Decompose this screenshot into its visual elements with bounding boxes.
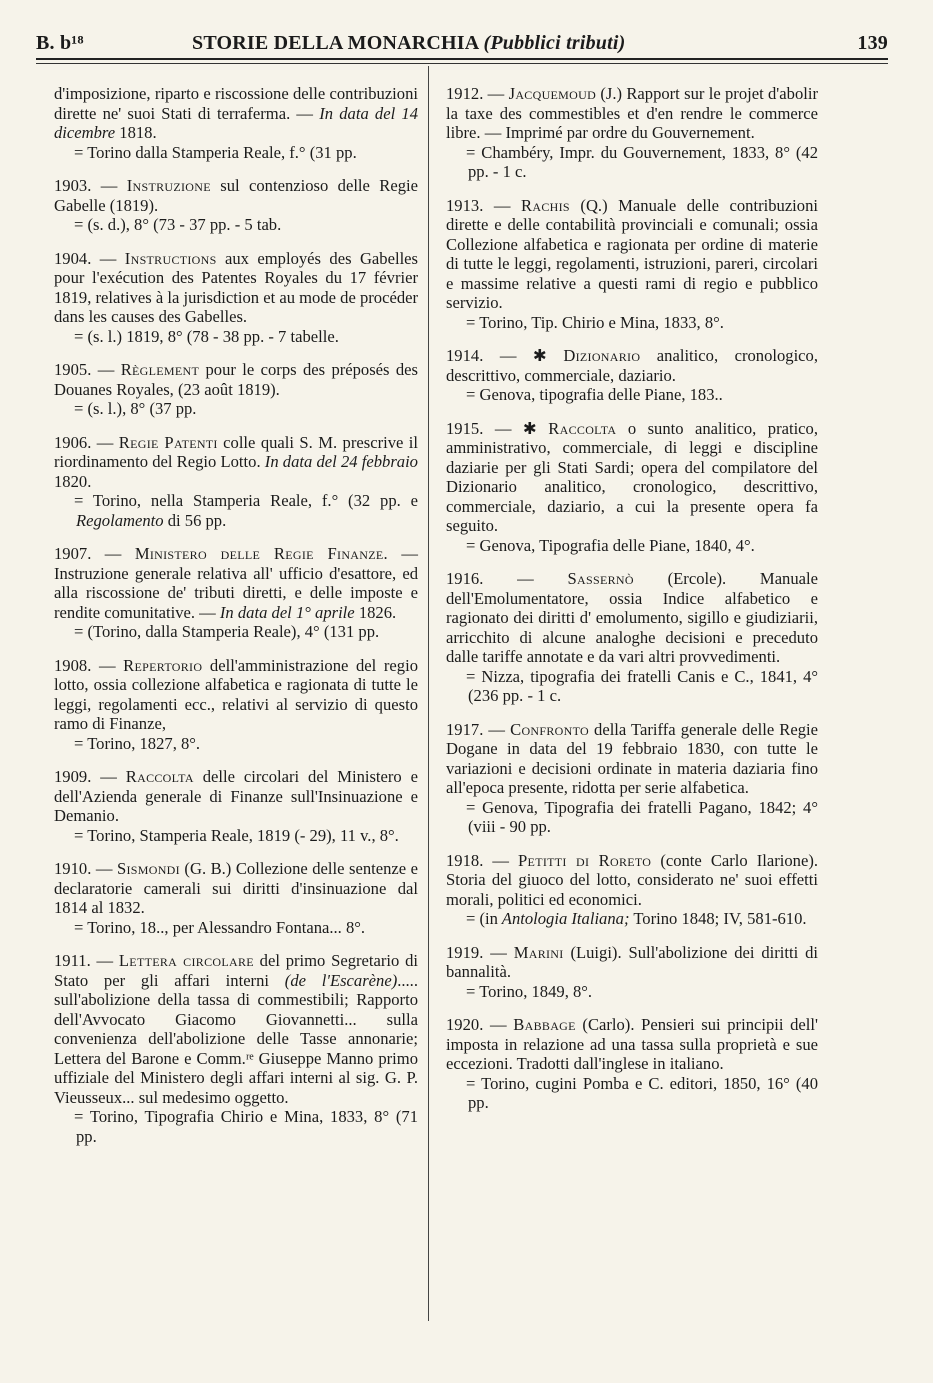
entry-body: dell'amministrazione del regio lotto, ossia collezione alfabetica e ragionata di tutte le leggi, regolamenti ecc., relativi al servizio di questo ramo di Finanze,: [54, 655, 418, 733]
entry-dash: —: [91, 360, 121, 379]
bibliography-entry: [54, 656, 418, 754]
entry-heading: Raccolta: [548, 418, 617, 438]
entry-heading: Rachis: [521, 195, 570, 215]
page-header: [36, 28, 888, 58]
page-number: 139: [857, 32, 888, 54]
entry-text: [54, 544, 418, 622]
publication-text: = Nizza, tipografia dei fratelli Canis e C., 1841, 4° (236 pp. - 1 c.: [466, 666, 818, 705]
entry-body: analitico, cronologico, descrittivo, commerciale, daziario.: [446, 346, 818, 385]
entry-heading: Jacquemoud: [508, 84, 597, 103]
publication-text: = Torino, nella Stamperia Reale, f.° (32 pp. e: [74, 491, 418, 510]
entry-dash: —: [91, 248, 125, 268]
entry-tail: 1826.: [354, 602, 397, 622]
entry-number: 1910.: [54, 859, 92, 878]
entry-body: (Q.) Manuale delle contribuzioni dirette e delle contabilità provinciali e comunali; ossia Collezione alfabetica e ragionata per ordine di materie di tutte le leggi, regolamenti, istruzioni, pareri, circolari e massime relative a questi rami di regio e pubblico servizio.: [446, 195, 818, 312]
header-rule-thin: [36, 63, 888, 64]
entry-text: [446, 943, 818, 982]
running-title-subtitle: (Pubblici tributi): [483, 32, 626, 54]
entry-date: (de l'Escarène): [269, 970, 398, 990]
entry-heading: Babbage: [513, 1015, 576, 1034]
entry-date: In data del 1° aprile: [215, 602, 355, 622]
entry-number: 1914.: [446, 346, 484, 365]
entry-text: [54, 951, 418, 1107]
entry-heading: Règlement: [120, 360, 200, 379]
bibliography-entry: [446, 346, 818, 405]
entry-dash: —: [483, 569, 568, 588]
entry-dash: — ✱: [483, 418, 549, 438]
entry-heading: Petitti di Roreto: [518, 850, 652, 870]
entry-number: 1906.: [54, 432, 92, 452]
entry-body: delle circolari del Ministero e dell'Azienda generale di Finanze sull'Insinuazione e Demanio.: [54, 767, 418, 825]
continuation-entry: [54, 84, 418, 162]
entry-heading: Dizionario: [563, 346, 641, 365]
entry-text: [446, 569, 818, 667]
entry-body: colle quali S. M. prescrive il riordinamento del Regio Lotto.: [54, 432, 419, 471]
bibliography-entry: [54, 544, 418, 642]
entry-heading: Confronto: [510, 719, 589, 739]
entry-number: 1908.: [54, 655, 92, 675]
entry-publication: [54, 1107, 418, 1146]
entry-publication: [446, 536, 818, 556]
entry-dash: —: [91, 544, 135, 563]
entry-heading: Regie Patenti: [118, 432, 218, 452]
publication-text: = (Torino, dalla Stamperia Reale), 4° (131 pp.: [74, 622, 380, 641]
entry-heading: Raccolta: [125, 767, 194, 786]
entry-number: 1917.: [446, 719, 484, 739]
bibliography-entry: [54, 249, 418, 347]
entry-number: 1909.: [54, 767, 92, 786]
publication-text: = Torino, Tip. Chirio e Mina, 1833, 8°.: [466, 312, 724, 332]
entry-tail: ..... sull'abolizione della tassa di commestibili; Rapporto dell'Avvocato Giacomo Giovannetti... sulla convenienza dell'abolizione delle Tasse annonarie; Lettera del Barone e Comm.ʳᵉ Giuseppe Manno primo uffiziale del Ministero degli affari interni al sig. G. P. Vieusseux... sul medesimo oggetto.: [54, 970, 418, 1107]
entry-publication: [54, 215, 418, 235]
entry-dash: —: [91, 176, 127, 195]
entry-year: 1818.: [119, 123, 157, 142]
entry-publication: [54, 734, 418, 754]
entry-publication: [54, 918, 418, 938]
entry-heading: Lettera circolare: [118, 951, 254, 970]
publication-text: = Torino, Tipografia Chirio e Mina, 1833, 8° (71 pp.: [74, 1107, 418, 1146]
entry-number: 1905.: [54, 360, 92, 379]
entry-body: aux employés des Gabelles pour l'exécution des Patentes Royales du 17 février 1819, relatives à la jurisdiction et au mode de procéder dans les causes des Gabelles.: [54, 248, 419, 326]
bibliography-entry: [446, 943, 818, 1002]
running-title-main: STORIE DELLA MONARCHIA: [192, 32, 479, 54]
entry-publication: [446, 909, 818, 929]
bibliography-entry: [446, 569, 818, 706]
left-column: [54, 84, 418, 1160]
bibliography-entry: [446, 84, 818, 182]
bibliography-entry: [54, 859, 418, 937]
publication-tail: Torino 1848; IV, 581-610.: [629, 909, 807, 928]
entry-number: 1918.: [446, 850, 484, 870]
bibliography-entry: [54, 176, 418, 235]
entry-number: 1911.: [54, 951, 91, 970]
entry-publication: [54, 327, 418, 347]
entry-text: [446, 346, 818, 385]
entry-dash: —: [483, 719, 511, 739]
entry-text: [54, 859, 418, 918]
entry-text: [54, 360, 418, 399]
entry-body: (G. B.) Collezione delle sentenze e declaratorie camerali sui diritti d'insinuazione dal 1814 al 1832.: [54, 859, 418, 917]
publication-tail: di 56 pp.: [163, 510, 227, 530]
entry-dash: —: [91, 432, 119, 452]
column-divider: [428, 66, 429, 1321]
bibliography-entry: [446, 196, 818, 333]
publication-text: = (s. l.) 1819, 8° (78 - 38 pp. - 7 tabelle.: [74, 326, 339, 346]
bibliography-entry: [446, 419, 818, 556]
entry-date: In data del 14 dicembre: [54, 103, 418, 142]
publication-title: Antologia Italiana;: [497, 909, 630, 928]
entry-body: — Instruzione generale relativa all' ufficio d'esattore, ed alla riscossione de' tributi diretti, e delle imposte e rendite comunitative. —: [54, 544, 418, 622]
publication-text: = (s. d.), 8° (73 - 37 pp. - 5 tab.: [74, 215, 282, 234]
entry-number: 1920.: [446, 1015, 484, 1034]
publication-text: = (s. l.), 8° (37 pp.: [74, 399, 197, 418]
entry-publication: [446, 667, 818, 706]
entry-body: (Carlo). Pensieri sui principii dell' imposta in relazione ad una tassa sulla proprietà e sue eccezioni. Tradotti dall'inglese in italiano.: [446, 1015, 819, 1073]
entry-text: [54, 249, 418, 327]
entry-text: [54, 84, 418, 143]
publication-text: = Chambéry, Impr. du Gouvernement, 1833, 8° (42 pp. - 1 c.: [466, 142, 818, 181]
publication-text: = Torino, Stamperia Reale, 1819 (- 29), 11 v., 8°.: [74, 825, 399, 845]
entry-text: [54, 767, 418, 826]
entry-publication: [446, 143, 818, 182]
entry-publication: [54, 826, 418, 846]
entry-text: [54, 176, 418, 215]
entry-publication: [446, 313, 818, 333]
entry-text: [54, 433, 418, 492]
publication-text: = Genova, Tipografia delle Piane, 1840, 4°.: [466, 535, 755, 555]
entry-publication: [54, 491, 418, 530]
entry-publication: [54, 399, 418, 419]
entry-heading: Sismondi: [116, 859, 180, 878]
entry-publication: [54, 622, 418, 642]
bibliography-entry: [446, 1015, 818, 1113]
bibliography-entry: [446, 851, 818, 929]
entry-body: d'imposizione, riparto e riscossione delle contribuzioni dirette ne' suoi Stati di terraferma. —: [54, 84, 418, 123]
entry-body: sul contenzioso delle Regie Gabelle (1819).: [54, 176, 419, 215]
entry-text: [446, 720, 818, 798]
entry-dash: —: [483, 1015, 514, 1034]
entry-body: (Luigi). Sull'abolizione dei diritti di bannalità.: [446, 942, 819, 981]
entry-text: [446, 196, 818, 313]
entry-body: pour le corps des préposés des Douanes Royales, (23 août 1819).: [54, 360, 418, 399]
signature-mark: B. b¹⁸: [36, 32, 84, 54]
entry-number: 1907.: [54, 544, 92, 563]
publication-text: = Torino, 18.., per Alessandro Fontana... 8°.: [74, 917, 366, 937]
entry-heading: Repertorio: [123, 655, 203, 675]
entry-number: 1919.: [446, 942, 484, 962]
entry-number: 1913.: [446, 195, 484, 215]
header-rule: [36, 58, 888, 60]
entry-body: (Ercole). Manuale dell'Emolumentatore, ossia Indice alfabetico e ragionato dei diritti d' emolumento, sigillo e giudiziarii, arricchito di alcune analoghe decisioni e preceduto dalle tariffe annotate e da vari altri provvedimenti.: [446, 569, 818, 666]
bibliography-entry: [54, 360, 418, 419]
entry-heading: Instructions: [124, 248, 217, 268]
entry-body: o sunto analitico, pratico, amministrativo, commerciale, di leggi e discipline daziarie per gli Stati Sardi; opera del compilatore del Dizionario analitico, cronologico, descrittivo, commerciale, daziario, a cui la presente opera fa seguito.: [446, 418, 818, 535]
entry-number: 1915.: [446, 418, 484, 438]
entry-heading: Instruzione: [126, 176, 211, 195]
entry-number: 1904.: [54, 248, 92, 268]
right-column: [446, 84, 818, 1127]
bibliography-entry: [54, 767, 418, 845]
entry-dash: —: [91, 767, 126, 786]
entry-publication: [446, 385, 818, 405]
bibliography-entry: [54, 433, 418, 531]
entry-dash: —: [90, 951, 119, 970]
publication-text: = (in: [466, 909, 498, 928]
entry-text: [446, 84, 818, 143]
entry-body: del primo Segretario di Stato per gli affari interni: [54, 951, 418, 990]
entry-publication: [446, 982, 818, 1002]
entry-number: 1916.: [446, 569, 484, 588]
entry-text: [446, 851, 818, 910]
entry-date: In data del 24 febbraio: [260, 452, 418, 471]
entry-dash: —: [483, 195, 522, 215]
entry-body: (conte Carlo Ilarione). Storia del giuoco del lotto, considerato ne' suoi effetti morali, politici ed economici.: [446, 850, 819, 909]
running-title: [192, 32, 625, 55]
entry-text: [54, 656, 418, 734]
entry-dash: —: [91, 859, 117, 878]
entry-dash: —: [91, 655, 124, 675]
entry-number: 1903.: [54, 176, 92, 195]
publication-text: = Torino, 1827, 8°.: [74, 733, 201, 753]
entry-dash: —: [483, 84, 509, 103]
publication-text: = Torino, 1849, 8°.: [466, 981, 593, 1001]
entry-body: della Tariffa generale delle Regie Dogane in data del 19 febbraio 1830, con tutte le variazioni e decisioni ordinate in materia daziaria fino all'epoca presente, ridotta per serie alfabetica.: [446, 719, 818, 797]
entry-dash: — ✱: [483, 346, 564, 365]
entry-number: 1912.: [446, 84, 484, 103]
entry-text: [446, 1015, 818, 1074]
entry-dash: —: [483, 850, 519, 870]
entry-heading: Ministero delle Regie Finanze.: [134, 544, 388, 563]
entry-tail: 1820.: [54, 471, 92, 491]
publication-text: = Torino, cugini Pomba e C. editori, 1850, 16° (40 pp.: [466, 1073, 818, 1112]
entry-dash: —: [483, 942, 514, 962]
publication-title: Regolamento: [76, 510, 164, 530]
entry-publication: = Torino dalla Stamperia Reale, f.° (31 pp.: [74, 142, 357, 162]
entry-publication: [446, 798, 818, 837]
entry-body: (J.) Rapport sur le projet d'abolir la taxe des commestibles et d'en rendre le commerce libre. — Imprimé par ordre du Gouvernement.: [446, 84, 819, 142]
bibliography-entry: [54, 951, 418, 1146]
entry-text: [446, 419, 818, 536]
publication-text: = Genova, tipografia delle Piane, 183..: [466, 385, 723, 404]
entry-publication: [446, 1074, 818, 1113]
entry-heading: Marini: [513, 942, 564, 962]
publication-text: = Genova, Tipografia dei fratelli Pagano, 1842; 4° (viii - 90 pp.: [466, 797, 818, 836]
entry-heading: Sassernò: [567, 569, 634, 588]
bibliography-entry: [446, 720, 818, 837]
